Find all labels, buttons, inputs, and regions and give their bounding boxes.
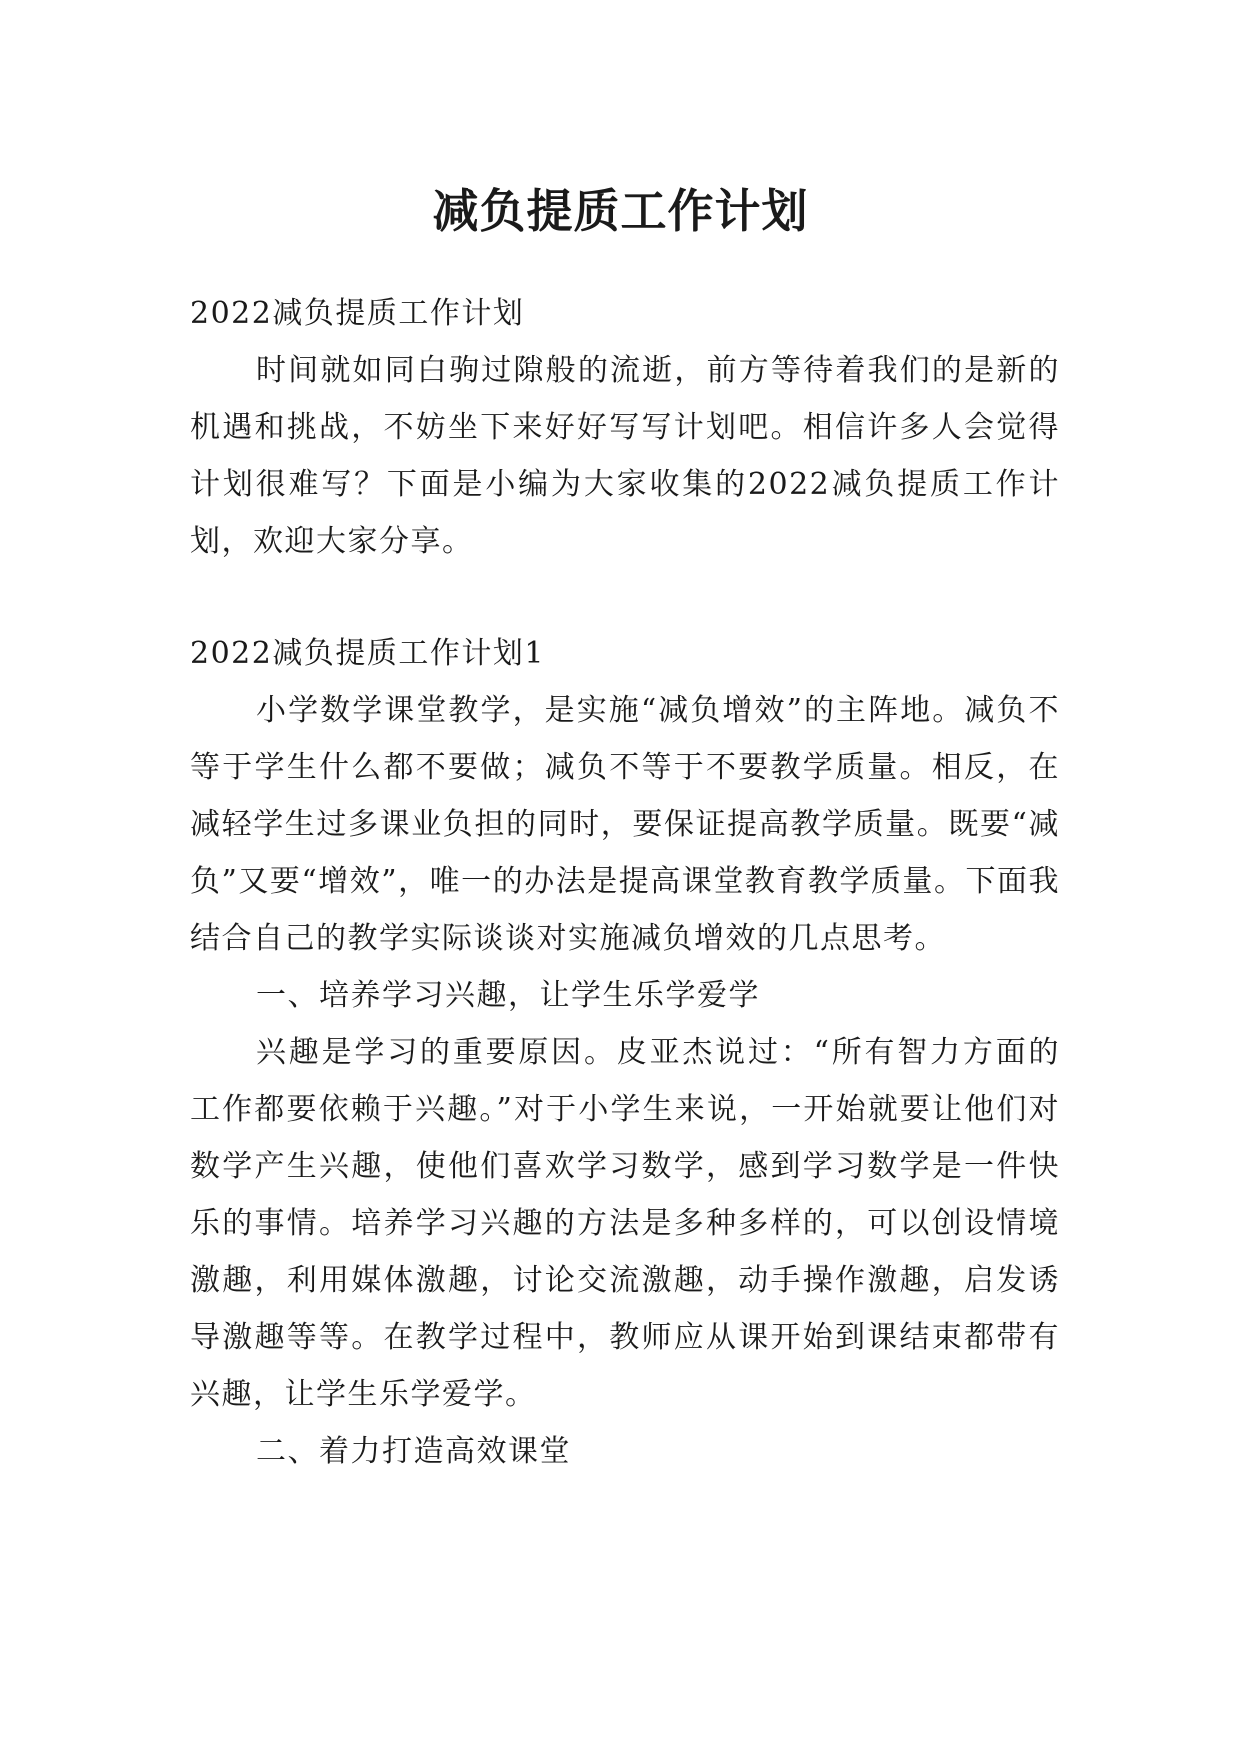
section1-paragraph: 小学数学课堂教学，是实施“减负增效”的主阵地。减负不等于学生什么都不要做；减负不等于不要教学质量。相反，在减轻学生过多课业负担的同时，要保证提高教学质量。既要“减负”又要“增效”，唯一的办法是提高课堂教育教学质量。下面我结合自己的教学实际谈谈对实施减负增效的几点思考。: [190, 693, 1060, 956]
point1-paragraph: 兴趣是学习的重要原因。皮亚杰说过：“所有智力方面的工作都要依赖于兴趣。”对于小学生来说，一开始就要让他们对数学产生兴趣，使他们喜欢学习数学，感到学习数学是一件快乐的事情。培养学习兴趣的方法是多种多样的，可以创设情境激趣，利用媒体激趣，讨论交流激趣，动手操作激趣，启发诱导激趣等等。在教学过程中，教师应从课开始到课结束都带有兴趣，让学生乐学爱学。: [190, 1035, 1060, 1412]
intro-paragraph: 时间就如同白驹过隙般的流逝，前方等待着我们的是新的机遇和挑战，不妨坐下来好好写写计划吧。相信许多人会觉得计划很难写？下面是小编为大家收集的2022减负提质工作计划，欢迎大家分享。: [190, 353, 1060, 559]
intro-heading: 2022减负提质工作计划: [190, 296, 525, 331]
section1-heading: 2022减负提质工作计划1: [190, 636, 545, 671]
point1-heading: 一、培养学习兴趣，让学生乐学爱学: [256, 978, 760, 1013]
point2-heading: 二、着力打造高效课堂: [256, 1434, 571, 1469]
document-title: 减负提质工作计划: [432, 183, 809, 238]
document-body: [190, 285, 1060, 1480]
